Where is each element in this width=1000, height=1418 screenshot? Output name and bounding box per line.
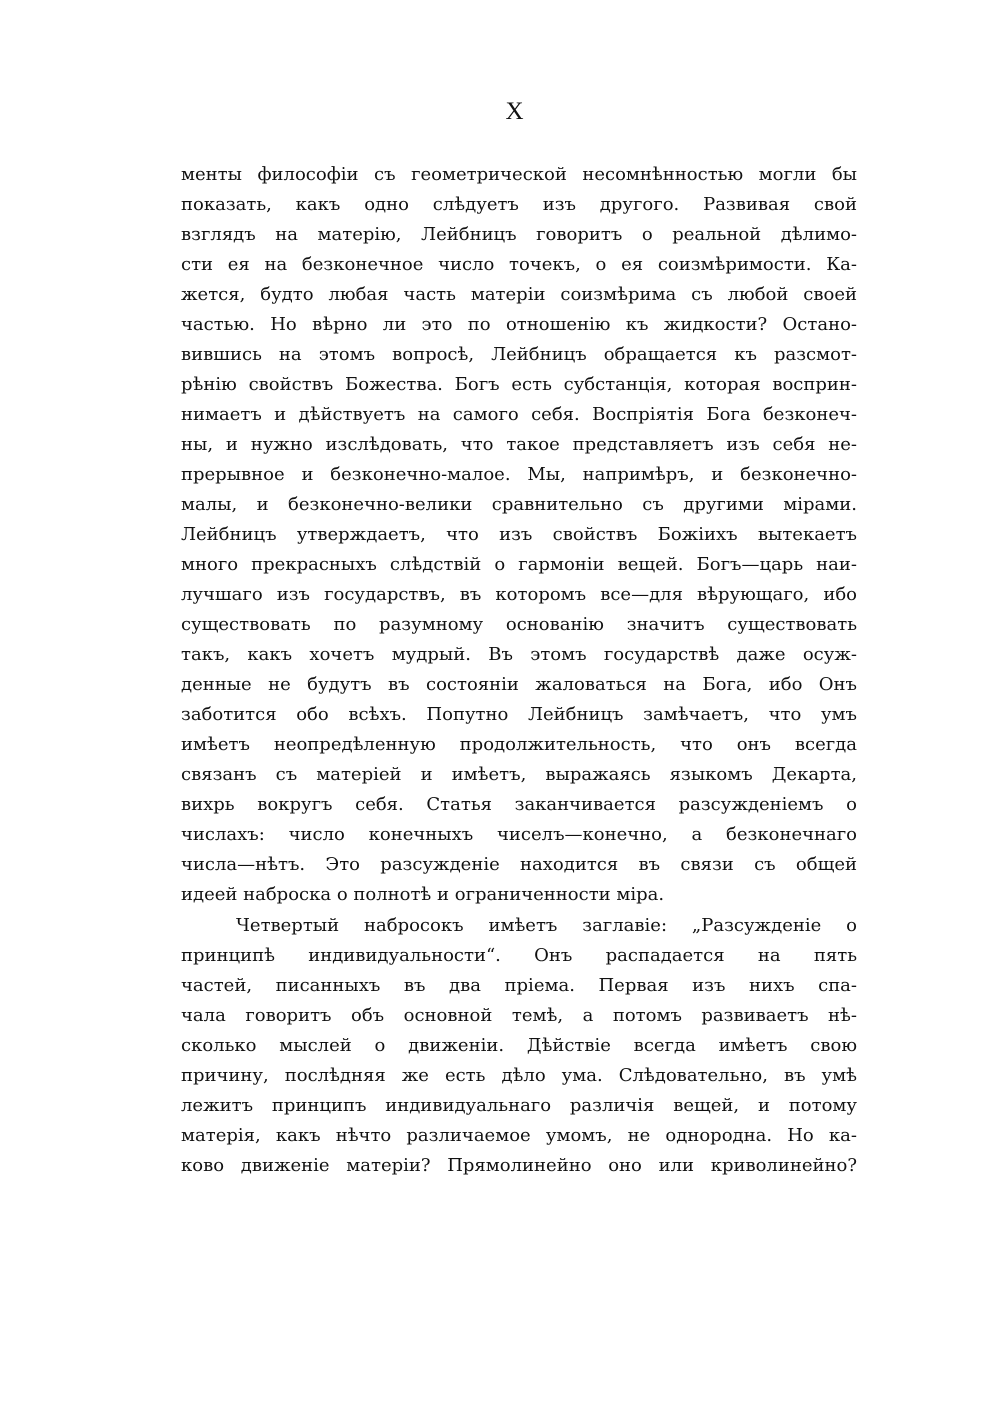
text-line: существовать по разумному основанію значитъ существовать xyxy=(181,614,857,635)
text-line: взглядъ на матерію, Лейбницъ говоритъ о реальной дѣлимо- xyxy=(181,224,857,245)
text-line: частью. Но вѣрно ли это по отношенію къ жидкости? Остано- xyxy=(181,314,857,335)
text-line: сти ея на безконечное число точекъ, о ея соизмѣримости. Ка- xyxy=(181,254,857,275)
text-line: такъ, какъ хочетъ мудрый. Въ этомъ государствѣ даже осуж- xyxy=(181,644,857,665)
text-line: показать, какъ одно слѣдуетъ изъ другого. Развивая свой xyxy=(181,194,857,215)
page-number: X xyxy=(505,98,525,125)
text-line: идеей наброска о полнотѣ и ограниченности міра. xyxy=(181,884,665,905)
text-line: лежитъ принципъ индивидуальнаго различія вещей, и потому xyxy=(181,1095,857,1116)
text-line: лучшаго изъ государствъ, въ которомъ все—для вѣрующаго, ибо xyxy=(181,584,857,605)
body-text xyxy=(181,160,857,1181)
text-line: имѣетъ неопредѣленную продолжительность, что онъ всегда xyxy=(181,734,857,755)
text-line: заботится обо всѣхъ. Попутно Лейбницъ замѣчаетъ, что умъ xyxy=(181,704,857,725)
text-line: вившись на этомъ вопросѣ, Лейбницъ обращается къ разсмот- xyxy=(181,344,857,365)
paragraph xyxy=(181,911,857,1181)
text-line: нимаетъ и дѣйствуетъ на самого себя. Воспріятія Бога безконеч- xyxy=(181,404,857,425)
text-line: ково движеніе матеріи? Прямолинейно оно или криволинейно? xyxy=(181,1155,857,1176)
text-line: числа—нѣтъ. Это разсужденіе находится въ связи съ общей xyxy=(181,854,857,875)
text-line: числахъ: число конечныхъ чиселъ—конечно, а безконечнаго xyxy=(181,824,857,845)
text-line: сколько мыслей о движеніи. Дѣйствіе всегда имѣетъ свою xyxy=(181,1035,857,1056)
text-line: Лейбницъ утверждаетъ, что изъ свойствъ Божіихъ вытекаетъ xyxy=(181,524,857,545)
text-line: малы, и безконечно-велики сравнительно съ другими мірами. xyxy=(181,494,857,515)
text-line: частей, писанныхъ въ два пріема. Первая изъ нихъ спа- xyxy=(181,975,857,996)
text-line: много прекрасныхъ слѣдствій о гармоніи вещей. Богъ—царь наи- xyxy=(181,554,857,575)
text-line: прерывное и безконечно-малое. Мы, напримѣръ, и безконечно- xyxy=(181,464,857,485)
text-line: менты философіи съ геометрической несомнѣнностью могли бы xyxy=(181,164,857,185)
text-line: рѣнію свойствъ Божества. Богъ есть субстанція, которая восприн- xyxy=(181,374,857,395)
text-line: причину, послѣдняя же есть дѣло ума. Слѣдовательно, въ умѣ xyxy=(181,1065,857,1086)
text-line: связанъ съ матеріей и имѣетъ, выражаясь языкомъ Декарта, xyxy=(181,764,857,785)
text-line: ны, и нужно изслѣдовать, что такое представляетъ изъ себя не- xyxy=(181,434,857,455)
paragraph xyxy=(181,160,857,910)
text-line: жется, будто любая часть матеріи соизмѣрима съ любой своей xyxy=(181,284,857,305)
text-line: матерія, какъ нѣчто различаемое умомъ, не однородна. Но ка- xyxy=(181,1125,857,1146)
text-line: Четвертый набросокъ имѣетъ заглавіе: „Разсужденіе о xyxy=(236,915,857,936)
text-line: вихрь вокругъ себя. Статья заканчивается разсужденіемъ о xyxy=(181,794,857,815)
text-line: чала говоритъ объ основной темѣ, а потомъ развиваетъ нѣ- xyxy=(181,1005,857,1026)
text-line: принципѣ индивидуальности“. Онъ распадается на пять xyxy=(181,945,857,966)
text-line: денные не будутъ въ состояніи жаловаться на Бога, ибо Онъ xyxy=(181,674,857,695)
